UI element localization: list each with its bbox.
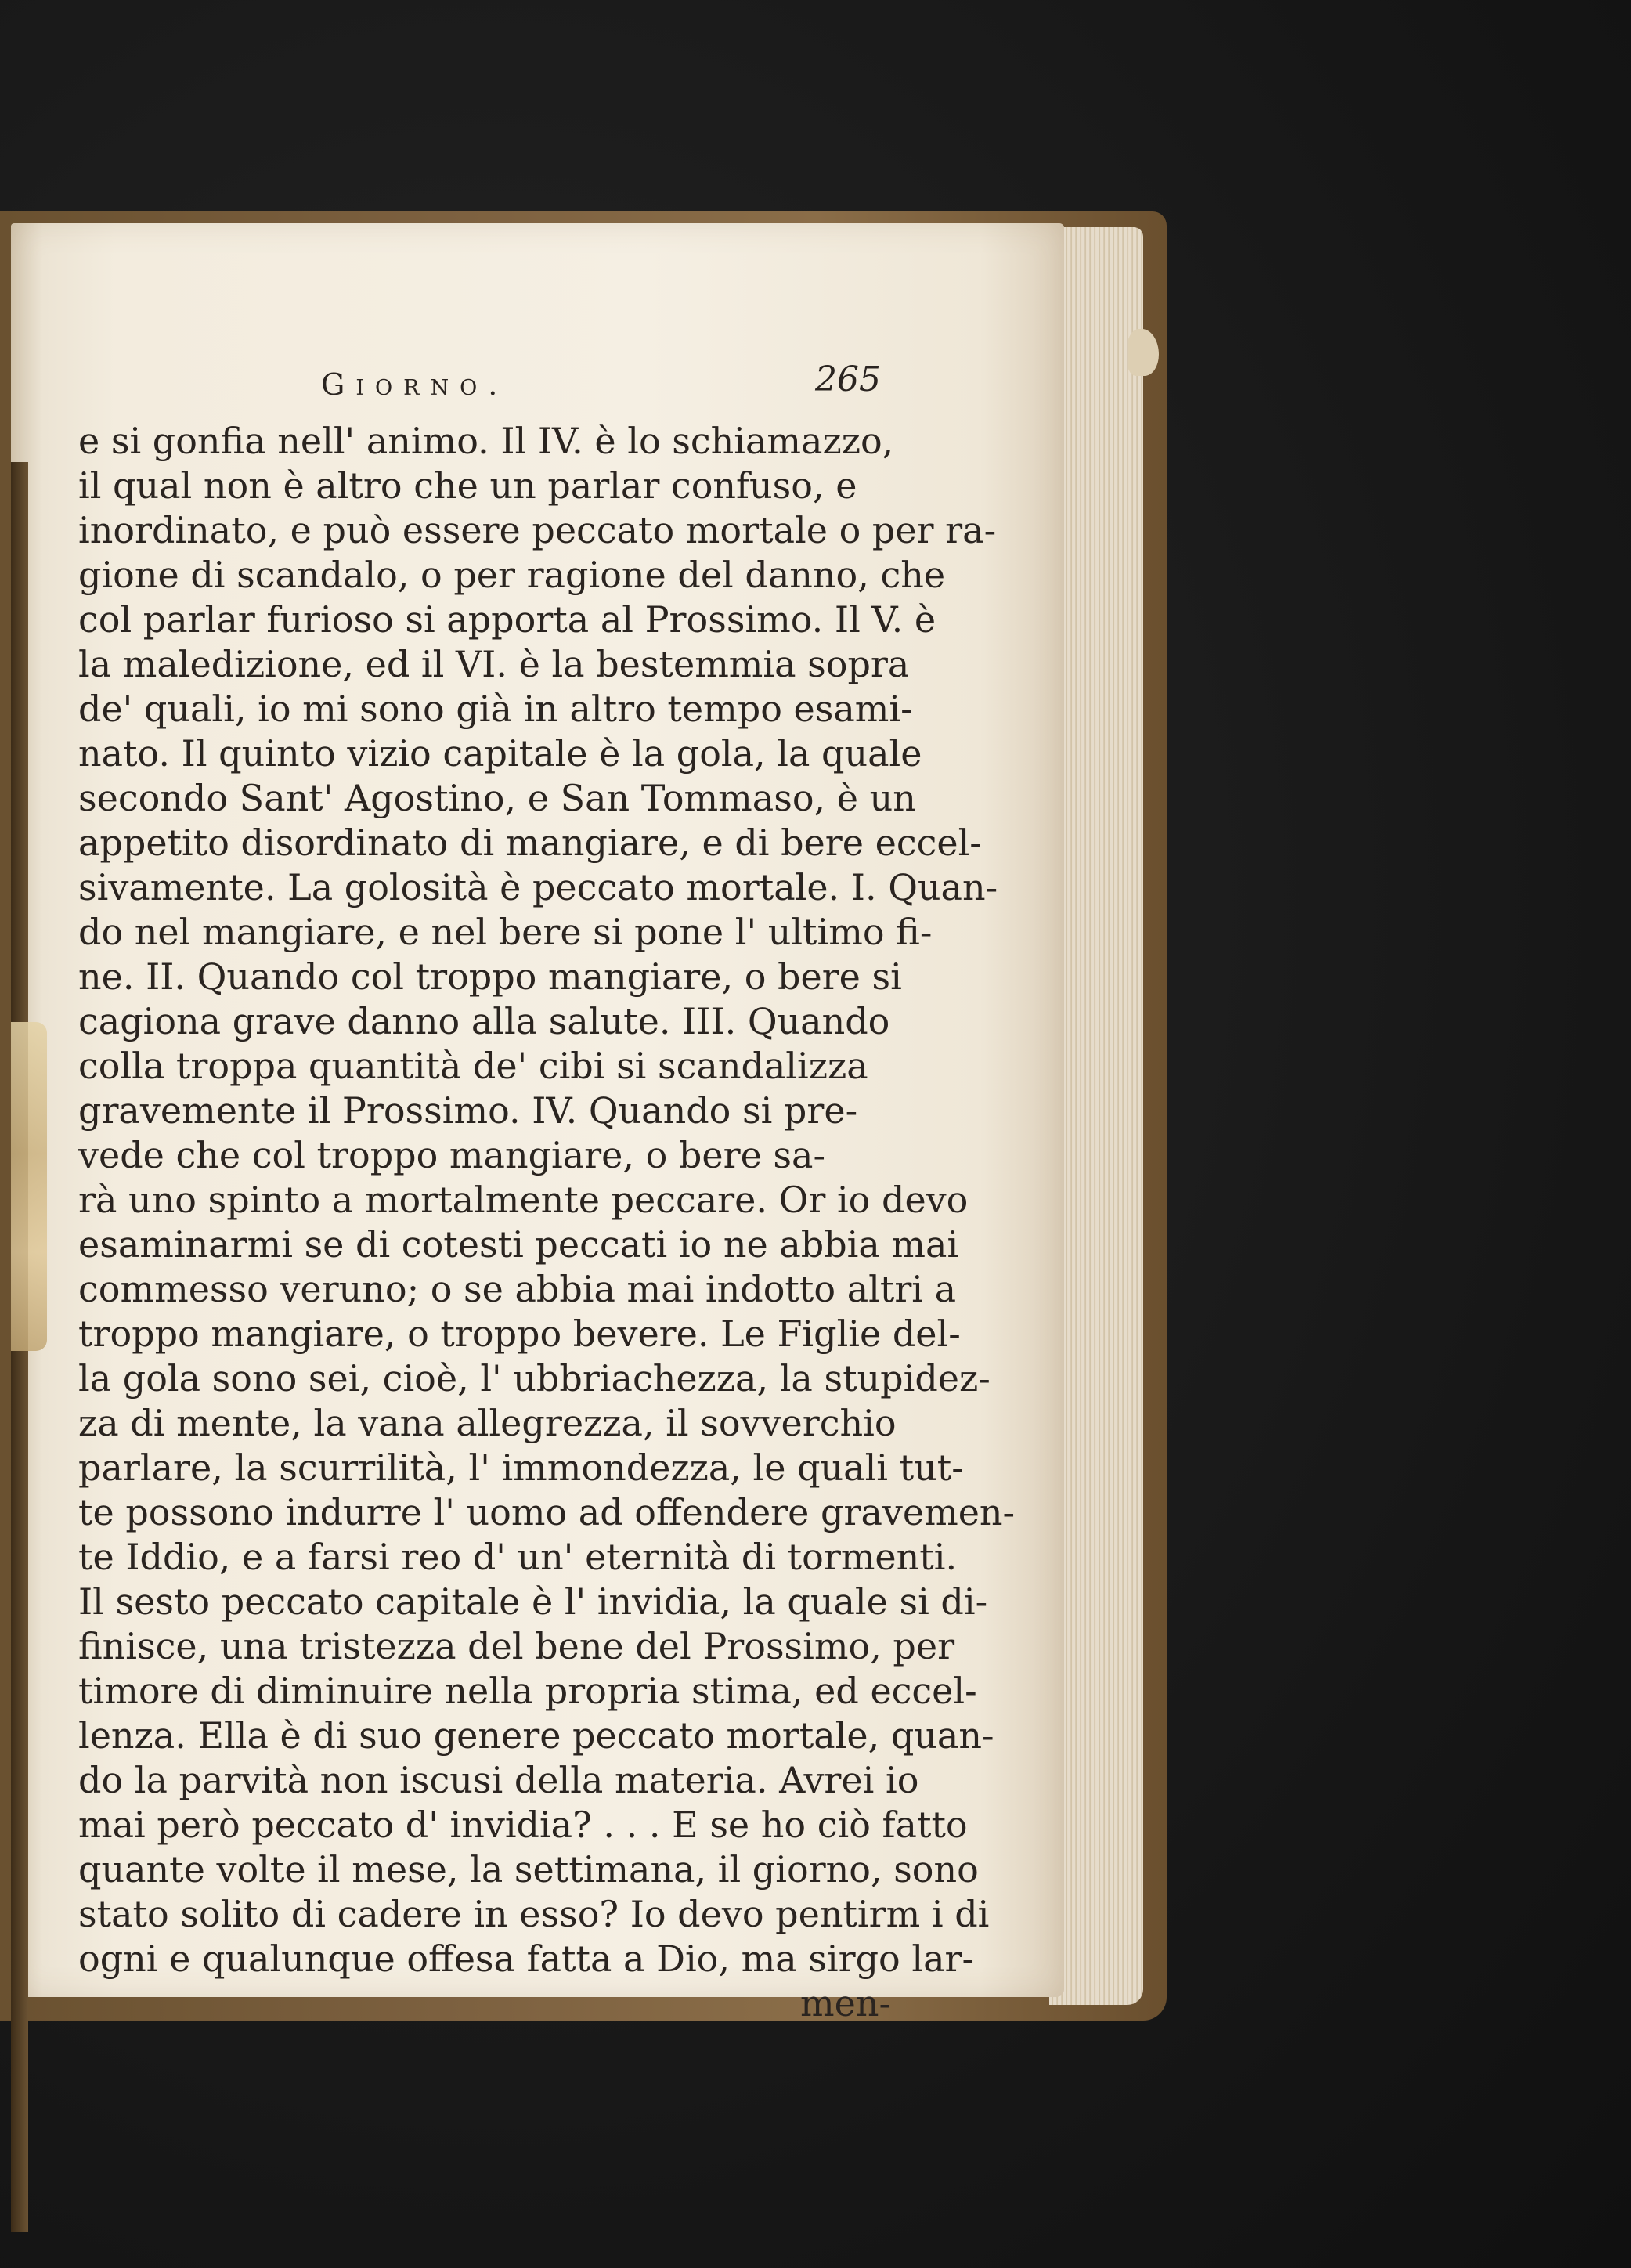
- text-line: rà uno spinto a mortalmente peccare. Or io devo: [78, 1179, 969, 1221]
- text-line: inordinato, e può essere peccato mortale o per ra-: [78, 509, 997, 551]
- text-line: finisce, una tristezza del bene del Prossimo, per: [78, 1625, 955, 1667]
- text-line: vede che col troppo mangiare, o bere sa-: [78, 1134, 826, 1176]
- text-line: la gola sono sei, cioè, l' ubbriachezza, la stupidez-: [78, 1357, 991, 1399]
- text-line: quante volte il mese, la settimana, il giorno, sono: [78, 1848, 979, 1891]
- text-line: col parlar furioso si apporta al Prossimo. Il V. è: [78, 598, 936, 641]
- page-number: 265: [815, 359, 881, 399]
- text-line: za di mente, la vana allegrezza, il sovverchio: [78, 1402, 897, 1444]
- text-line: ogni e qualunque offesa fatta a Dio, ma sirgo lar-: [78, 1938, 975, 1980]
- text-line: gravemente il Prossimo. IV. Quando si pre-: [78, 1089, 858, 1132]
- text-line: esaminarmi se di cotesti peccati io ne abbia mai: [78, 1223, 959, 1266]
- running-head-title: Giorno.: [321, 367, 509, 402]
- text-line: parlare, la scurrilità, l' immondezza, le quali tut-: [78, 1446, 964, 1489]
- page-text-block: [78, 356, 1016, 2026]
- body-text: [78, 419, 1016, 2026]
- text-line: appetito disordinato di mangiare, e di bere eccel-: [78, 822, 982, 864]
- text-line: commesso veruno; o se abbia mai indotto altri a: [78, 1268, 957, 1310]
- text-line: cagiona grave danno alla salute. III. Quando: [78, 1000, 890, 1042]
- book-page: [11, 223, 1064, 2024]
- ribbon-bookmark: [11, 1022, 47, 1351]
- text-line: troppo mangiare, o troppo bevere. Le Figlie del-: [78, 1313, 961, 1355]
- text-line: sivamente. La golosità è peccato mortale. I. Quan-: [78, 866, 998, 908]
- text-line: il qual non è altro che un parlar confuso, e: [78, 464, 857, 507]
- text-line: mai però peccato d' invidia? . . . E se ho ciò fatto: [78, 1804, 968, 1846]
- text-line: timore di diminuire nella propria stima, ed eccel-: [78, 1670, 977, 1712]
- text-line: do la parvità non iscusi della materia. Avrei io: [78, 1759, 919, 1801]
- text-line: colla troppa quantità de' cibi si scandalizza: [78, 1045, 868, 1087]
- text-line: secondo Sant' Agostino, e San Tommaso, è un: [78, 777, 916, 819]
- running-head: [78, 356, 979, 419]
- catchword: men-: [799, 1982, 891, 2024]
- text-line: do nel mangiare, e nel bere si pone l' ultimo fi-: [78, 911, 933, 953]
- text-line: gione di scandalo, o per ragione del danno, che: [78, 554, 946, 596]
- text-line: Il sesto peccato capitale è l' invidia, la quale si di-: [78, 1580, 988, 1623]
- text-line: lenza. Ella è di suo genere peccato mortale, quan-: [78, 1714, 994, 1757]
- text-line: ne. II. Quando col troppo mangiare, o bere si: [78, 955, 902, 998]
- text-line: nato. Il quinto vizio capitale è la gola, la quale: [78, 732, 922, 775]
- text-line: de' quali, io mi sono già in altro tempo esami-: [78, 688, 913, 730]
- text-line: te Iddio, e a farsi reo d' un' eternità di tormenti.: [78, 1536, 958, 1578]
- text-line: la maledizione, ed il VI. è la bestemmia sopra: [78, 643, 910, 685]
- text-line: stato solito di cadere in esso? Io devo pentirm i di: [78, 1893, 990, 1935]
- text-line: e si gonfia nell' animo. Il IV. è lo schiamazzo,: [78, 420, 894, 462]
- text-line: te possono indurre l' uomo ad offendere gravemen-: [78, 1491, 1016, 1533]
